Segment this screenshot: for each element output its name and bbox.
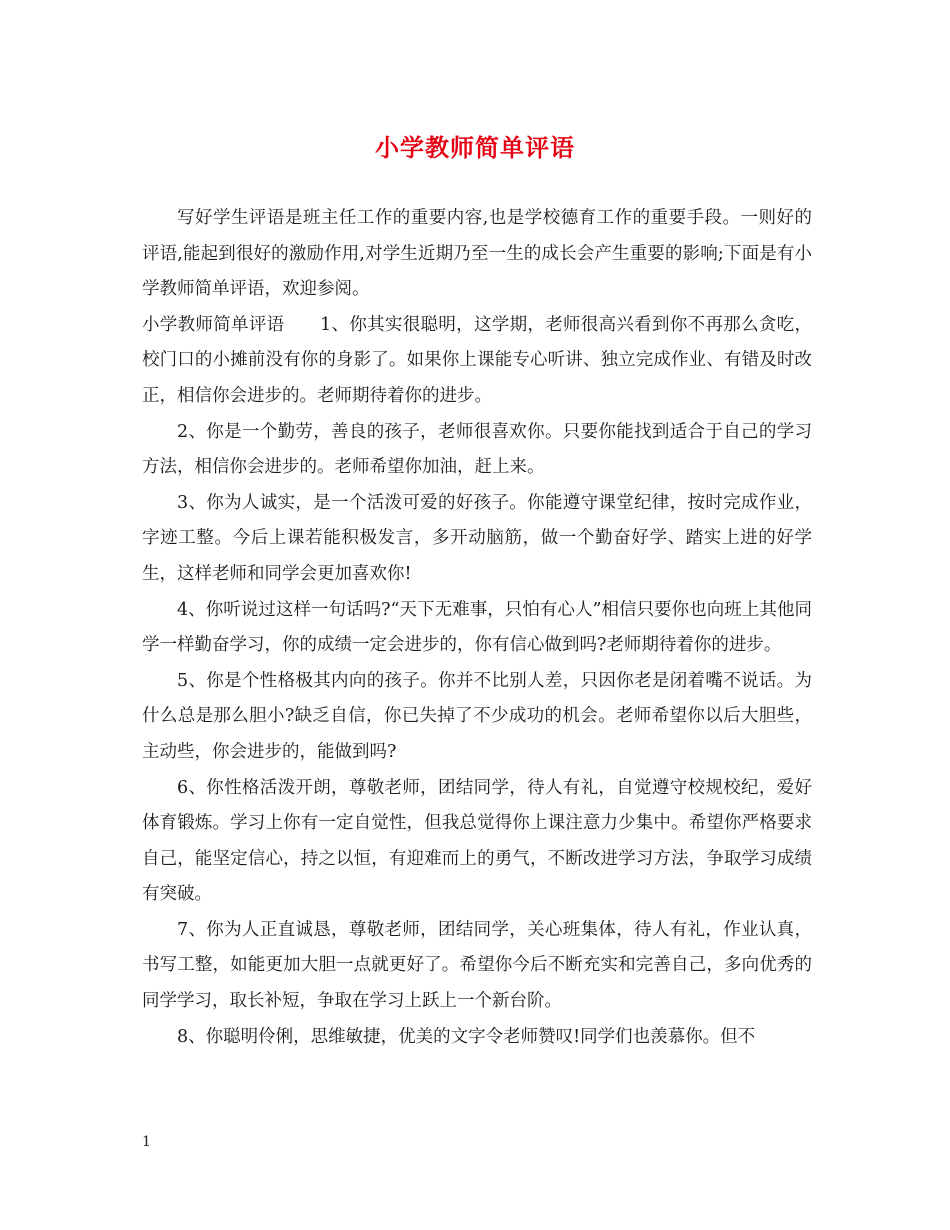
paragraph-intro: 写好学生评语是班主任工作的重要内容,也是学校德育工作的重要手段。一则好的评语,能起到很好的激励作用,对学生近期乃至一生的成长会产生重要的影响;下面是有小学教师简单评语，欢迎参阅。 (142, 208, 812, 300)
paragraph-comment-8: 8、你聪明伶俐，思维敏捷，优美的文字令老师赞叹!同学们也羡慕你。但不 (177, 1026, 756, 1047)
paragraph-comment-7: 7、你为人正直诚恳，尊敬老师，团结同学，关心班集体，待人有礼，作业认真，书写工整，如能更加大胆一点就更好了。希望你今后不断充实和完善自己，多向优秀的同学学习，取长补短，争取在学习上跃上一个新台阶。 (142, 919, 812, 1012)
paragraph-comment-3: 3、你为人诚实，是一个活泼可爱的好孩子。你能遵守课堂纪律，按时完成作业，字迹工整。今后上课若能积极发言，多开动脑筋，做一个勤奋好学、踏实上进的好学生，这样老师和同学会更加喜欢你! (142, 492, 812, 584)
document-title: 小学教师简单评语 (375, 133, 575, 162)
paragraph-comment-4: 4、你听说过这样一句话吗?“天下无难事，只怕有心人”相信只要你也向班上其他同学一样勤奋学习，你的成绩一定会进步的，你有信心做到吗?老师期待着你的进步。 (142, 599, 812, 656)
document-body (142, 201, 812, 1055)
paragraph-comment-1: 小学教师简单评语 1、你其实很聪明，这学期，老师很高兴看到你不再那么贪吃，校门口的小摊前没有你的身影了。如果你上课能专心听讲、独立完成作业、有错及时改正，相信你会进步的。老师期待着你的进步。 (142, 314, 812, 406)
page-number: 1 (142, 1134, 151, 1150)
paragraph-comment-2: 2、你是一个勤劳，善良的孩子，老师很喜欢你。只要你能找到适合于自己的学习方法，相信你会进步的。老师希望你加油，赶上来。 (142, 421, 812, 478)
paragraph-comment-6: 6、你性格活泼开朗，尊敬老师，团结同学，待人有礼，自觉遵守校规校纪，爱好体育锻炼。学习上你有一定自觉性，但我总觉得你上课注意力少集中。希望你严格要求自己，能坚定信心，持之以恒，有迎难而上的勇气，不断改进学习方法，争取学习成绩有突破。 (142, 777, 812, 905)
paragraph-comment-5: 5、你是个性格极其内向的孩子。你并不比别人差，只因你老是闭着嘴不说话。为什么总是那么胆小?缺乏自信，你已失掉了不少成功的机会。老师希望你以后大胆些，主动些，你会进步的，能做到吗? (142, 670, 812, 762)
